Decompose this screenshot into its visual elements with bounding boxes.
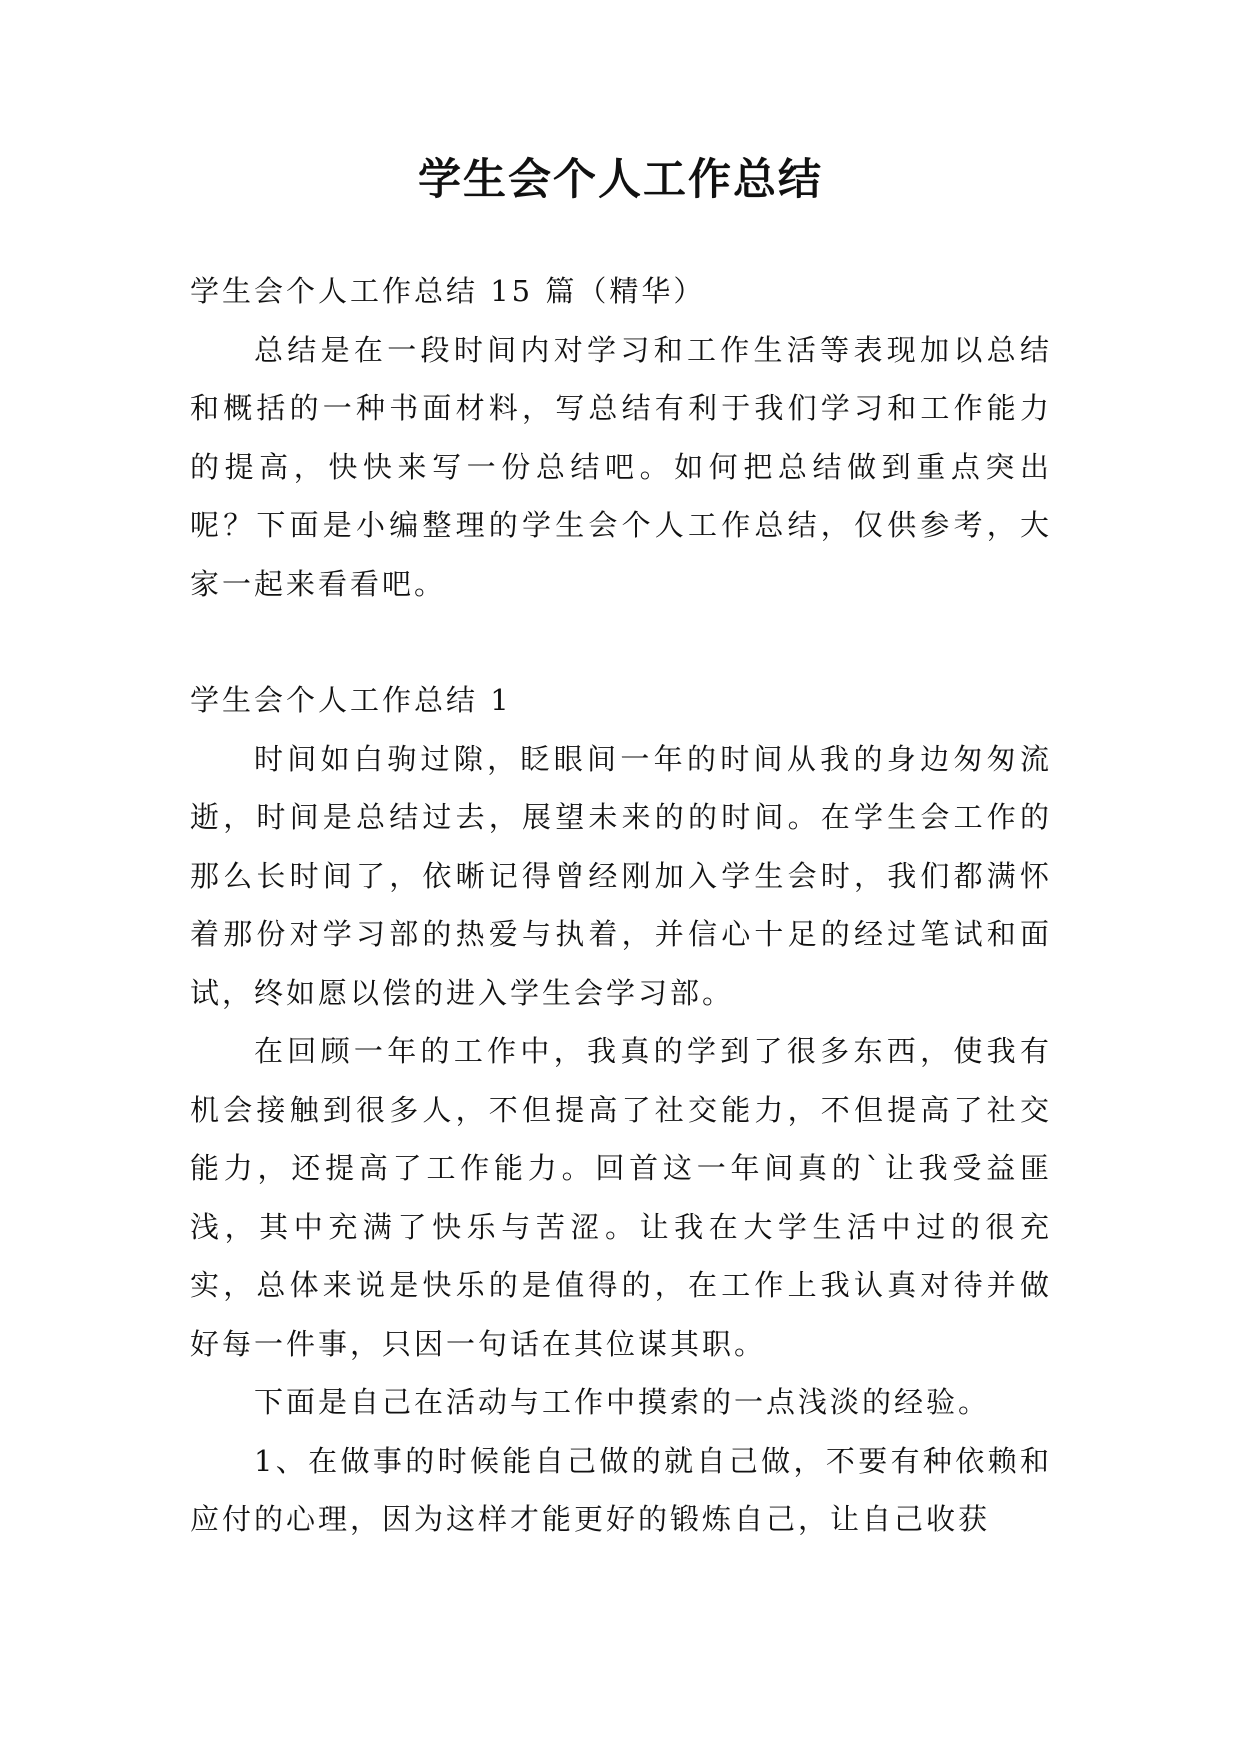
section-spacer bbox=[190, 613, 1052, 671]
body-paragraph: 时间如白驹过隙，眨眼间一年的时间从我的身边匆匆流逝，时间是总结过去，展望未来的的时间。在学生会工作的那么长时间了，依晰记得曾经刚加入学生会时，我们都满怀着那份对学习部的热爱与执着，并信心十足的经过笔试和面试，终如愿以偿的进入学生会学习部。 bbox=[190, 741, 1052, 1010]
intro-paragraph: 总结是在一段时间内对学习和工作生活等表现加以总结和概括的一种书面材料，写总结有利于我们学习和工作能力的提高，快快来写一份总结吧。如何把总结做到重点突出呢？下面是小编整理的学生会个人工作总结，仅供参考，大家一起来看看吧。 bbox=[190, 332, 1052, 601]
body-paragraph: 下面是自己在活动与工作中摸索的一点浅淡的经验。 bbox=[254, 1385, 991, 1419]
body-paragraph: 1、在做事的时候能自己做的就自己做，不要有种依赖和应付的心理，因为这样才能更好的锻炼自己，让自己收获 bbox=[190, 1443, 1052, 1536]
section-heading: 学生会个人工作总结 1 bbox=[190, 683, 512, 717]
document-subtitle: 学生会个人工作总结 15 篇（精华） bbox=[190, 274, 706, 308]
body-paragraph: 在回顾一年的工作中，我真的学到了很多东西，使我有机会接触到很多人，不但提高了社交能力，不但提高了社交能力，还提高了工作能力。回首这一年间真的`让我受益匪浅，其中充满了快乐与苦涩。让我在大学生活中过的很充实，总体来说是快乐的是值得的，在工作上我认真对待并做好每一件事，只因一句话在其位谋其职。 bbox=[190, 1034, 1052, 1361]
document-body bbox=[190, 262, 1052, 1549]
document-title: 学生会个人工作总结 bbox=[418, 155, 823, 205]
